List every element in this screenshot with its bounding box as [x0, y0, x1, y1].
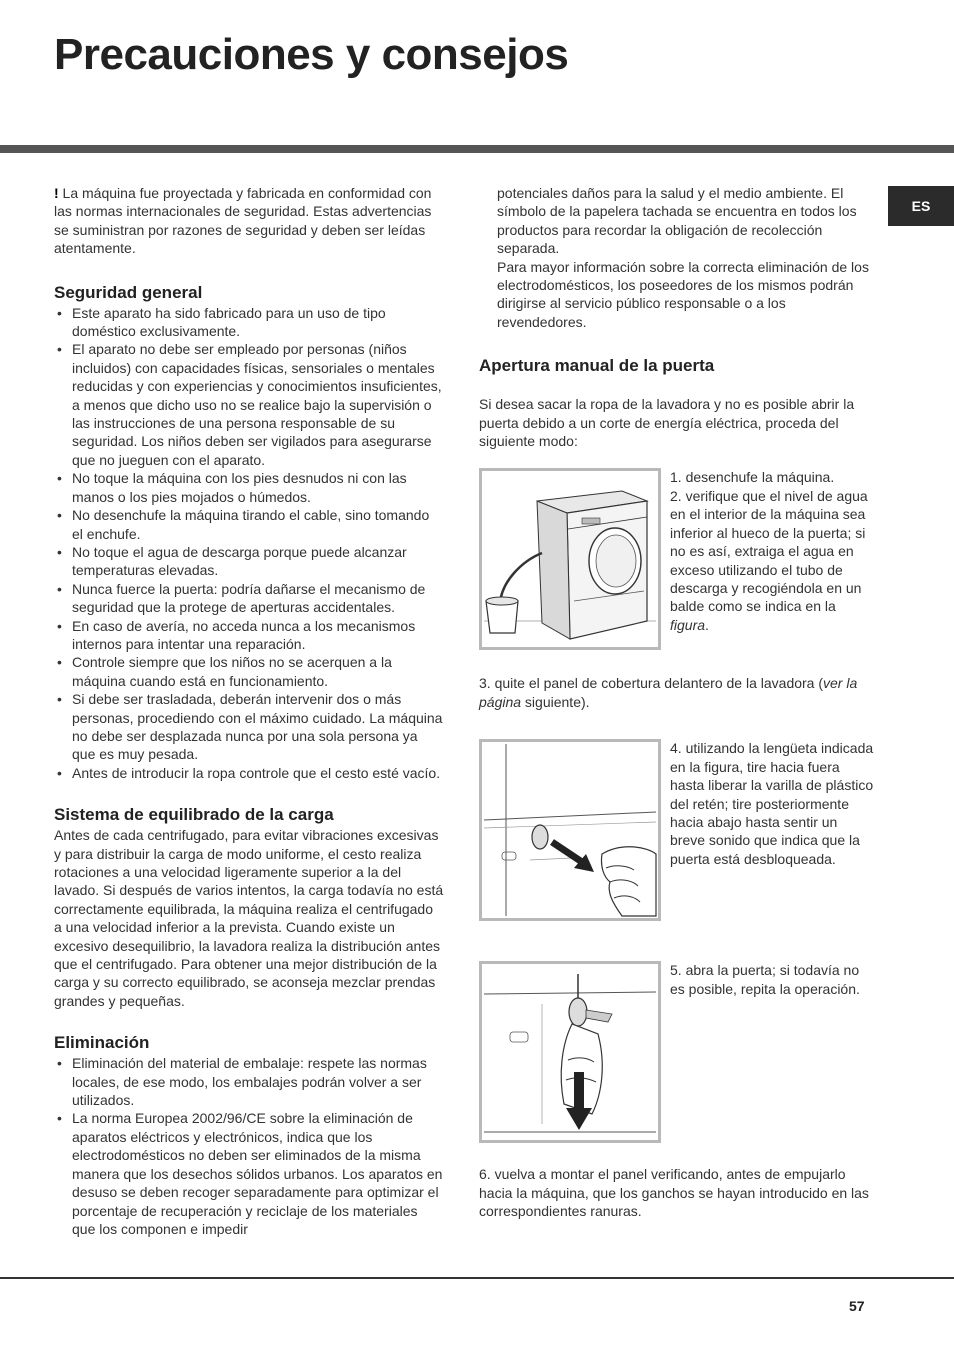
step-2-end: . [705, 616, 709, 633]
step-6: 6. vuelva a montar el panel verificando, antes de empujarlo hacia la máquina, que los ganchos se hayan introducido en las correspondientes ranuras. [479, 1166, 869, 1220]
step-4: 4. utilizando la lengüeta indicada en la figura, tire hacia fuera hasta liberar la varilla de plástico del retén; tire posteriormente hacia abajo hasta sentir un breve sonido que indica que la puerta está desbloqueada. [670, 740, 874, 867]
disposal-info: Para mayor información sobre la correcta eliminación de los electrodomésticos, los poseedores de los mismos podrán dirigirse al servicio público responsable o a los revendedores. [497, 258, 869, 330]
step-block-open-door [479, 961, 871, 1143]
step-3-text: 3. quite el panel de cobertura delantero de la lavadora ( [479, 675, 824, 692]
step-5-text-block [670, 961, 875, 998]
step-block-pull-tab [479, 739, 874, 921]
intro-text: La máquina fue proyectada y fabricada en conformidad con las normas internacionales de seguridad. Estas advertencias se suministran por razones de seguridad y deben ser leídas atentamente. [54, 185, 432, 257]
list-item: • No toque el agua de descarga porque puede alcanzar temperaturas elevadas. [54, 543, 444, 580]
step-3 [479, 674, 871, 711]
figure-pull-down [479, 961, 661, 1143]
figure-drain-water [479, 468, 661, 650]
heading-manual-door: Apertura manual de la puerta [479, 356, 715, 376]
list-item: • Eliminación del material de embalaje: respete las normas locales, de ese modo, los embalajes podrán volver a ser utilizados. [54, 1054, 444, 1109]
list-item: • Si debe ser trasladada, deberán intervenir dos o más personas, procediendo con el máximo cuidado. La máquina no debe ser desplazada nunca por una sola persona ya que es muy pesada. [54, 690, 444, 764]
heading-disposal: Eliminación [54, 1033, 150, 1053]
language-tab: ES [888, 186, 954, 226]
step-5: 5. abra la puerta; si todavía no es posible, repita la operación. [670, 962, 860, 997]
pull-down-illustration [482, 964, 658, 1140]
list-item: • Nunca fuerce la puerta: podría dañarse el mecanismo de seguridad que la protege de aperturas accidentales. [54, 580, 444, 617]
step-4-text-block [670, 739, 875, 868]
step-3-end: siguiente). [521, 693, 590, 710]
figure-pull-tab [479, 739, 661, 921]
step-2 [670, 487, 875, 634]
list-item: • Antes de introducir la ropa controle que el cesto esté vacío. [54, 764, 444, 782]
list-item: • No toque la máquina con los pies desnudos ni con las manos o los pies mojados o húmedos. [54, 469, 444, 506]
heading-load-balancing: Sistema de equilibrado de la carga [54, 805, 334, 825]
washing-machine-drain-illustration [482, 471, 658, 647]
disposal-continuation: potenciales daños para la salud y el medio ambiente. El símbolo de la papelera tachada se encuentra en todos los productos para recordar la obligación de recolección separada. [497, 185, 857, 257]
step-1: 1. desenchufe la máquina. [670, 469, 835, 486]
pull-tab-illustration [482, 742, 658, 918]
manual-door-intro: Si desea sacar la ropa de la lavadora y no es posible abrir la puerta debido a un corte de energía eléctrica, proceda del siguiente modo: [479, 396, 855, 450]
step-3-emphasis: ver la página [479, 675, 858, 710]
intro-paragraph [54, 184, 444, 258]
header-divider [0, 145, 954, 153]
page-number: 57 [849, 1298, 865, 1314]
heading-general-safety: Seguridad general [54, 282, 203, 302]
list-item: • No desenchufe la máquina tirando el cable, sino tomando el enchufe. [54, 506, 444, 543]
list-item: • El aparato no debe ser empleado por personas (niños incluidos) con capacidades físicas, sensoriales o mentales reducidas y con experiencias y conocimientos insuficientes, a menos que dicho uso no se realice bajo la supervisión o las instrucciones de una persona responsable de su seguridad. Los niños deben ser vigilados para asegurarse que no jueguen con el aparato. [54, 340, 444, 469]
list-item: • La norma Europea 2002/96/CE sobre la eliminación de aparatos eléctricos y electrónicos, indica que los electrodomésticos no deben ser eliminados de la misma manera que los desechos sólidos urbanos. Los aparatos en desuso se deben recoger separadamente para optimizar el porcentaje de recuperación y reciclaje de los materiales que los componen e impedir [54, 1109, 444, 1238]
load-balancing-text: Antes de cada centrifugado, para evitar vibraciones excesivas y para distribuir la carga de modo uniforme, el cesto realiza rotaciones a una velocidad ligeramente superior a la del lavado. Si después de varios intentos, la carga todavía no está correctamente equilibrada, la máquina realiza el centrifugado a una velocidad inferior a la prevista. Cuando existe un excesivo desequilibrio, la lavadora realiza la distribución antes que el centrifugado. Para obtener una mejor distribución de la carga y su correcto equilibrado, se aconseja mezclar prendas grandes y pequeñas. [54, 827, 444, 1009]
right-column [479, 184, 874, 1221]
general-safety-list [54, 304, 444, 783]
warning-mark: ! [54, 185, 59, 201]
step-block-drain [479, 468, 871, 650]
footer-divider [0, 1277, 954, 1279]
page-title: Precauciones y consejos [54, 30, 569, 79]
left-column [54, 184, 444, 1238]
list-item: • En caso de avería, no acceda nunca a los mecanismos internos para intentar una reparación. [54, 617, 444, 654]
step-2-text: 2. verifique que el nivel de agua en el interior de la máquina sea inferior al hueco de la puerta; si no es así, extraiga el agua en exceso utilizando el tubo de descarga y recogiéndola en un balde como se indica en la [670, 487, 868, 615]
list-item: • Controle siempre que los niños no se acerquen a la máquina cuando está en funcionamiento. [54, 653, 444, 690]
steps-1-2-text [670, 468, 875, 634]
disposal-list [54, 1054, 444, 1238]
step-2-emphasis: figura [670, 616, 706, 633]
list-item: • Este aparato ha sido fabricado para un uso de tipo doméstico exclusivamente. [54, 304, 444, 341]
